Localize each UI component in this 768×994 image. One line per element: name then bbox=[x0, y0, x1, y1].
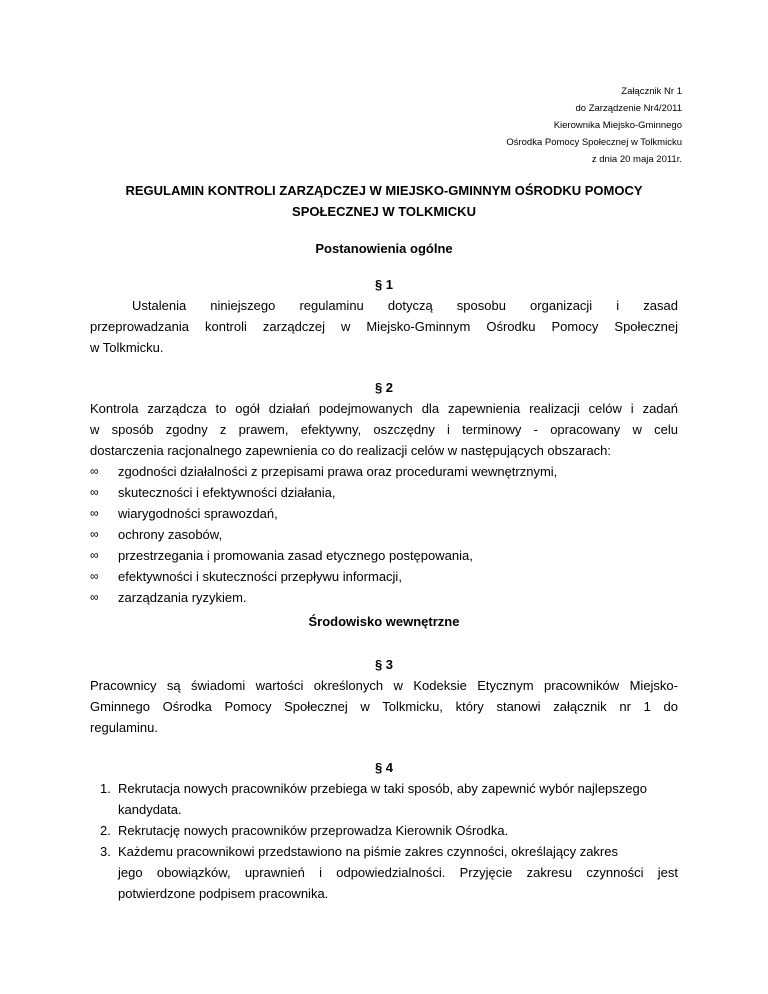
paragraph-2-line-2: w sposób zgodny z prawem, efektywny, oszczędny i terminowy - opracowany w celu bbox=[90, 422, 678, 437]
paragraph-2-text bbox=[90, 398, 678, 461]
list-item-number: 3. bbox=[100, 844, 111, 859]
list-item-text: wiarygodności sprawozdań, bbox=[118, 506, 278, 521]
section-heading-internal-environment: Środowisko wewnętrzne bbox=[308, 614, 460, 629]
recruitment-rules-list bbox=[90, 778, 678, 904]
regulation-reference: do Zarządzenie Nr4/2011 bbox=[575, 103, 682, 114]
list-item-text: zgodności działalności z przepisami prawa oraz procedurami wewnętrznymi, bbox=[118, 464, 558, 479]
list-item bbox=[90, 461, 678, 482]
title-line-1: REGULAMIN KONTROLI ZARZĄDCZEJ W MIEJSKO-GMINNYM OŚRODKU POMOCY bbox=[125, 183, 643, 198]
list-item bbox=[90, 545, 678, 566]
infinity-bullet-icon: ∞ bbox=[90, 464, 99, 478]
title-line-2: SPOŁECZNEJ W TOLKMICKU bbox=[292, 204, 476, 219]
infinity-bullet-icon: ∞ bbox=[90, 506, 99, 520]
list-item bbox=[90, 820, 678, 841]
attachment-number: Załącznik Nr 1 bbox=[621, 86, 682, 97]
list-item-line-2: jego obowiązków, uprawnień i odpowiedzialności. Przyjęcie zakresu czynności jest bbox=[118, 865, 678, 880]
attachment-header bbox=[506, 83, 682, 168]
list-item-text: przestrzegania i promowania zasad etycznego postępowania, bbox=[118, 548, 473, 563]
list-item-text: zarządzania ryzykiem. bbox=[118, 590, 247, 605]
list-item-line-2: najlepszego kandydata. bbox=[118, 781, 647, 817]
infinity-bullet-icon: ∞ bbox=[90, 590, 99, 604]
list-item-number: 2. bbox=[100, 823, 111, 838]
list-item-number: 1. bbox=[100, 781, 111, 796]
list-item bbox=[90, 524, 678, 545]
paragraph-1-text bbox=[90, 295, 678, 358]
list-item bbox=[90, 503, 678, 524]
section-heading-general: Postanowienia ogólne bbox=[315, 241, 453, 256]
infinity-bullet-icon: ∞ bbox=[90, 485, 99, 499]
infinity-bullet-icon: ∞ bbox=[90, 569, 99, 583]
paragraph-3-line-1: Pracownicy są świadomi wartości określonych w Kodeksie Etycznym pracowników Miejsko- bbox=[90, 678, 678, 693]
issue-date: z dnia 20 maja 2011r. bbox=[591, 154, 682, 165]
paragraph-2-line-1: Kontrola zarządcza to ogół działań podejmowanych dla zapewnienia realizacji celów i zadań bbox=[90, 401, 678, 416]
list-item-line-1: Rekrutację nowych pracowników przeprowadza Kierownik Ośrodka. bbox=[118, 823, 509, 838]
paragraph-mark-4: § 4 bbox=[374, 760, 394, 775]
control-areas-list bbox=[90, 461, 678, 608]
issuer-line: Kierownika Miejsko-Gminnego bbox=[553, 120, 682, 131]
paragraph-2-line-3: dostarczenia racjonalnego zapewnienia co do realizacji celów w następujących obszarach: bbox=[90, 443, 612, 458]
list-item-text: ochrony zasobów, bbox=[118, 527, 223, 542]
infinity-bullet-icon: ∞ bbox=[90, 548, 99, 562]
list-item-line-1: Rekrutacja nowych pracowników przebiega w taki sposób, aby zapewnić wybór bbox=[118, 781, 574, 796]
paragraph-1-line-1: Ustalenia niniejszego regulaminu dotyczą sposobu organizacji i zasad bbox=[132, 298, 678, 313]
paragraph-1-line-3: w Tolkmicku. bbox=[90, 340, 164, 355]
paragraph-1-line-2: przeprowadzania kontroli zarządczej w Miejsko-Gminnym Ośrodku Pomocy Społecznej bbox=[90, 319, 678, 334]
list-item-text: efektywności i skuteczności przepływu informacji, bbox=[118, 569, 402, 584]
document-title bbox=[90, 180, 678, 222]
infinity-bullet-icon: ∞ bbox=[90, 527, 99, 541]
list-item-text: skuteczności i efektywności działania, bbox=[118, 485, 336, 500]
paragraph-3-line-3: regulaminu. bbox=[90, 720, 158, 735]
paragraph-mark-1: § 1 bbox=[374, 277, 394, 292]
paragraph-3-text bbox=[90, 675, 678, 738]
list-item bbox=[90, 566, 678, 587]
institution-line: Ośrodka Pomocy Społecznej w Tolkmicku bbox=[506, 137, 682, 148]
paragraph-3-line-2: Gminnego Ośrodka Pomocy Społecznej w Tolkmicku, który stanowi załącznik nr 1 do bbox=[90, 699, 678, 714]
list-item bbox=[90, 482, 678, 503]
list-item-line-1: Każdemu pracownikowi przedstawiono na piśmie zakres czynności, określający zakres bbox=[118, 844, 618, 859]
list-item bbox=[90, 841, 678, 904]
paragraph-mark-2: § 2 bbox=[374, 380, 394, 395]
list-item bbox=[90, 778, 678, 820]
paragraph-mark-3: § 3 bbox=[374, 657, 394, 672]
list-item-line-3: potwierdzone podpisem pracownika. bbox=[118, 886, 329, 901]
list-item bbox=[90, 587, 678, 608]
